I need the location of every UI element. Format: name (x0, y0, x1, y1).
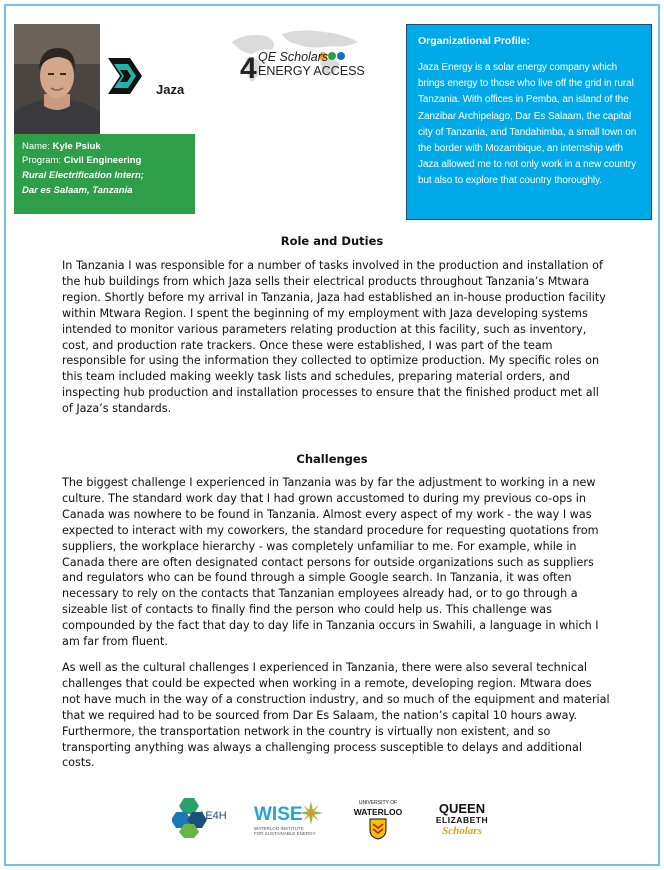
challenges-heading: Challenges (296, 452, 368, 466)
energy-access-text: ENERGY ACCESS (258, 64, 365, 78)
program-line: Program: Civil Engineering (22, 155, 142, 166)
program-name: Civil Engineering (63, 155, 142, 166)
jaza-logo (100, 24, 195, 134)
challenges-paragraph-1: The biggest challenge I experienced in Tanzania was by far the adjustment to working in a new culture. The standard work day that I had grown accustomed to during my previous co-ops in Canada was nowhere to be found in Tanzania. Almost every aspect of my work - the way I was expected to interact with my coworkers, the standard procedure for requesting quotations from suppliers, the workplace hierarchy - was completely unfamiliar to me. For example, while in Canada there are often designated contact persons for outside organizations such as suppliers and regulators who can be found through a simple Google search. In Tanzania, it was often necessary to rely on the contacts that Tanzanian employees already had, or to go through a sizeable list of contacts to finally find the person who could help us. This challenge was compounded by the fact that day to day life in Tanzania occurs in Swahili, a language in which I am far from fluent. (62, 476, 599, 649)
svg-text:4: 4 (240, 52, 257, 85)
wise-logo (254, 800, 328, 842)
wise-subtitle: WATERLOO INSTITUTE FOR SUSTAINABLE ENERGY (254, 826, 316, 836)
roles-heading: Role and Duties (280, 234, 384, 248)
qe-scholars-text: QE Scholars (258, 50, 329, 64)
wise-text: WISE (254, 804, 303, 825)
qe-top-text: QUEEN (438, 801, 486, 816)
organizational-profile-box (406, 24, 652, 220)
waterloo-crest-icon (369, 818, 387, 840)
org-profile-title: Organizational Profile: (418, 35, 531, 47)
roles-paragraph: In Tanzania I was responsible for a number of tasks involved in the production and installation of the hub buildings from which Jaza sells their electrical products throughout Tanzania’s Mtwara region. Shortly before my arrival in Tanzania, Jaza had established an in-house production facility within Mtwara Region. I spent the beginning of my employment with Jaza developing systems intended to monitor various parameters relating production at this facility, such as inventory, cost, and production rate trackers. Once these were established, I was part of the team responsible for using the information they collected to optimize production. My specific roles on this team included making weekly task lists and schedules, preparing material orders, and inspecting hub production and installation processes to ensure that the finished product met all of Jaza’s standards. (62, 259, 606, 416)
ae4h-text: AE4H (198, 810, 227, 822)
queen-elizabeth-scholars-logo (428, 802, 496, 844)
jaza-logo-text: Jaza (156, 82, 185, 97)
ae4h-logo (172, 796, 242, 838)
profile-photo (14, 24, 100, 134)
role-title: Rural Electrification Intern; (22, 170, 144, 181)
org-profile-body: Jaza Energy is a solar energy company which brings energy to those who live off the grid in rural Tanzania. With offices in Pemba, an island of the Zanzibar Archipelago, Dar Es Salaam, the capital city of Tanzania, and Tandahimba, a small town on the border with Mozambique, an internship with Jaza allowed me to not only work in a new country but also to explore that country thoroughly. (418, 62, 637, 187)
waterloo-text: WATERLOO (353, 807, 403, 817)
wise-star-icon (298, 800, 324, 826)
university-of-waterloo-logo: UNIVERSITY OF WATERLOO (350, 800, 406, 844)
jaza-mark-icon (100, 24, 195, 134)
qe-scholars-script: Scholars (442, 825, 482, 837)
qe-mid-text: ELIZABETH (435, 815, 489, 825)
student-name: Kyle Psiuk (52, 141, 101, 152)
role-location: Dar es Salaam, Tanzania (22, 185, 133, 196)
profile-info-box (14, 134, 195, 214)
challenges-paragraph-2: As well as the cultural challenges I experienced in Tanzania, there were also several technical challenges that could be expected when working in a remote, developing region. Mtwara does not have much in the way of a construction industry, and so much of the equipment and material that we required had to be sourced from Dar Es Salaam, the nation’s capital 10 hours away. Furthermore, the transportation network in the country is virtually non existent, and so transporting anything was always a challenging process susceptible to delays and additional costs. (62, 661, 610, 770)
name-line: Name: Kyle Psiuk (22, 141, 101, 152)
